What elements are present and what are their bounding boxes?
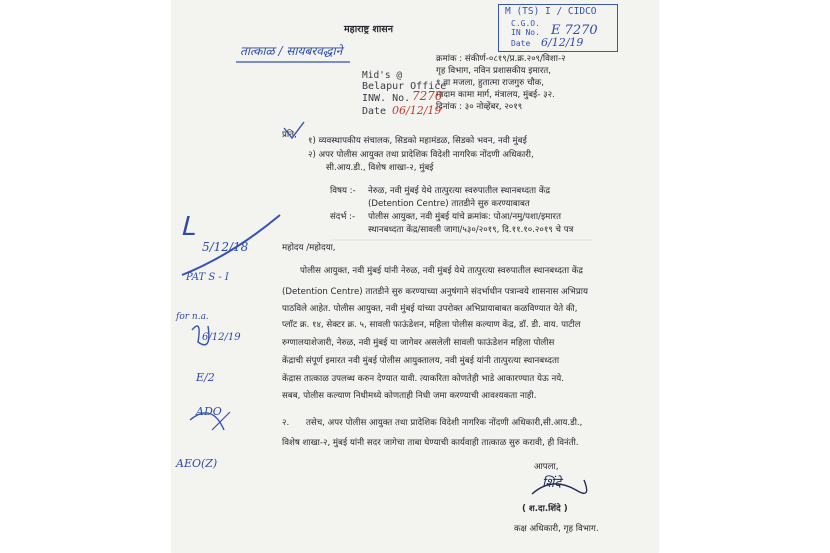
paragraph-2-number: २. <box>282 418 290 428</box>
handwritten-priority-note: तात्काळ / सायबरवद्धाने <box>240 44 343 58</box>
paragraph-1-line: (Detention Centre) तातडीने सुरु करण्याच्या अनुषंगाने संदर्भाधीन पत्रान्वये शासनास अभिप्राय <box>282 287 588 297</box>
paragraph-1-line: केंद्राची संपूर्ण इमारत नवी मुंबई पोलीस आयुक्तालय, नवी मुंबई यांनी तात्पुरत्या स्थानबध्दता <box>282 356 560 366</box>
handwritten-code-aeo: AEO(Z) <box>176 457 218 470</box>
closing: आपला, <box>534 462 559 472</box>
subject-line-1: नेरुळ, नवी मुंबई येथे तात्पुरत्या स्वरुपातील स्थानबध्दता केंद्र <box>368 186 551 196</box>
stamp-mid-inw-number: 7270 <box>412 89 443 103</box>
stamp-date-value: 6/12/19 <box>541 36 584 49</box>
recipient-1: १) व्यवस्थापकीय संचालक, सिडको महामंडळ, सिडको भवन, नवी मुंबई <box>308 136 527 146</box>
paragraph-1-line: पोलीस आयुक्त, नवी मुंबई यांनी नेरुळ, नवी मुंबई येथे तात्पुरत्या स्वरुपातील स्थानबध्दता केंद्र <box>300 266 583 276</box>
stamp-mid-date-label: Date <box>362 106 387 117</box>
recipients-prati: प्रति, <box>282 130 297 140</box>
page-title: महाराष्ट्र शासन <box>344 24 394 35</box>
salutation: महोदय /महोदया, <box>282 243 336 253</box>
reference-address-2: मादाम कामा मार्ग, मंत्रालय, मुंबई- ३२. <box>436 90 555 100</box>
paragraph-2-line: विशेष शाखा-२, मुंबई यांनी सदर जागेचा ताबा घेण्याची कार्यवाही तात्काळ सुरु करावी, ही विनंती. <box>282 438 579 448</box>
stamp-in-no-label: IN No. <box>511 28 540 37</box>
handwritten-side-code: PAT S - I <box>186 272 229 283</box>
subject-line-2: (Detention Centre) तातडीने सुरु करण्याबाबत <box>368 199 530 209</box>
handwritten-code-ado: ADO <box>196 405 222 418</box>
handwritten-code-e2: E/2 <box>196 371 215 384</box>
paragraph-1-line: प्लॉट क्र. १४, सेक्टर क्र. ५, सावली फाऊंडेशन, महिला पोलीस कल्याण केंद्र, डॉ. डी. वाय. पाटील <box>282 320 581 330</box>
handwritten-forwarded: for n.a. <box>176 312 209 322</box>
stamp-mid-line2: Belapur Office <box>362 81 447 92</box>
subject-label: विषय :- <box>330 186 356 196</box>
recipient-2: २) अपर पोलीस आयुक्त तथा प्रादेशिक विदेशी नागरिक नोंदणी अधिकारी, <box>308 150 534 160</box>
stamp-mid-line1: Mid's @ <box>362 70 403 81</box>
stamp-date-label: Date <box>511 39 531 48</box>
handwritten-initial-mark: ᒪ <box>180 212 195 242</box>
reference-address-1: ९ वा मजला, हुतात्मा राजगुरु चौक, <box>436 78 545 88</box>
stamp-mid-inw-label: INW. No. <box>362 93 411 104</box>
paragraph-1-line: केंद्रास तात्काळ उपलब्ध करुन देण्यात यावी. त्याकरिता कोणतेही भाडे आकारण्यात येऊ नये. <box>282 374 564 384</box>
paragraph-2-line: तसेच, अपर पोलीस आयुक्त तथा प्रादेशिक विदेशी नागरिक नोंदणी अधिकारी,सी.आय.डी., <box>306 418 583 428</box>
paragraph-1-line: रुग्णालयाशेजारी, नेरुळ, नवी मुंबई या जागेवर असलेली सावली फाऊंडेशन महिला पोलीस <box>282 338 555 348</box>
stamp-office-line: M (TS) I / CIDCO <box>505 6 597 17</box>
stamp-inward-number: E 7270 <box>551 23 598 38</box>
paragraph-1-line: सबब, पोलीस कल्याण निधीमध्ये कोणताही निधी जमा करण्याची आवश्यकता नाही. <box>282 391 537 401</box>
signatory-name: ( श.दा.शिंदे ) <box>522 504 568 514</box>
reference-number: क्रमांक : संकीर्ण-०८१९/प्र.क्र.२०९/विशा-२ <box>436 54 566 64</box>
signature: शिंदे <box>542 476 562 491</box>
reference-line-2: स्थानबध्दता केंद्र/सावली जागा/५३०/२०१९, दि.११.१०.२०१९ चे पत्र <box>368 225 574 235</box>
handwritten-side-number: 5/12/18 <box>202 240 249 254</box>
reference-date: दिनांक : ३० नोव्हेंबर, २०१९ <box>436 102 523 112</box>
reference-dept: गृह विभाग, नविन प्रशासकीय इमारत, <box>436 66 552 76</box>
signatory-title: कक्ष अधिकारी, गृह विभाग. <box>514 524 599 534</box>
handwriting-strokes <box>172 0 658 553</box>
stamp-mid-date-value: 06/12/19 <box>392 104 442 117</box>
paragraph-1-line: पाठविले आहेत. पोलीस आयुक्त, नवी मुंबई यांच्या उपरोक्त अभिप्रायाबाबत कळविण्यात येते की, <box>282 304 578 314</box>
reference-label: संदर्भ :- <box>330 212 356 222</box>
stamp-cgo-line: C.G.O. <box>511 19 540 28</box>
reference-line-1: पोलीस आयुक्त, नवी मुंबई यांचे क्रमांक: पोआ/नमु/पशा/इमारत <box>368 212 561 222</box>
document-page <box>172 0 658 553</box>
handwritten-side-date: 6/12/19 <box>202 332 241 343</box>
recipient-2-cont: सी.आय.डी., विशेष शाखा-२, मुंबई <box>326 163 434 173</box>
